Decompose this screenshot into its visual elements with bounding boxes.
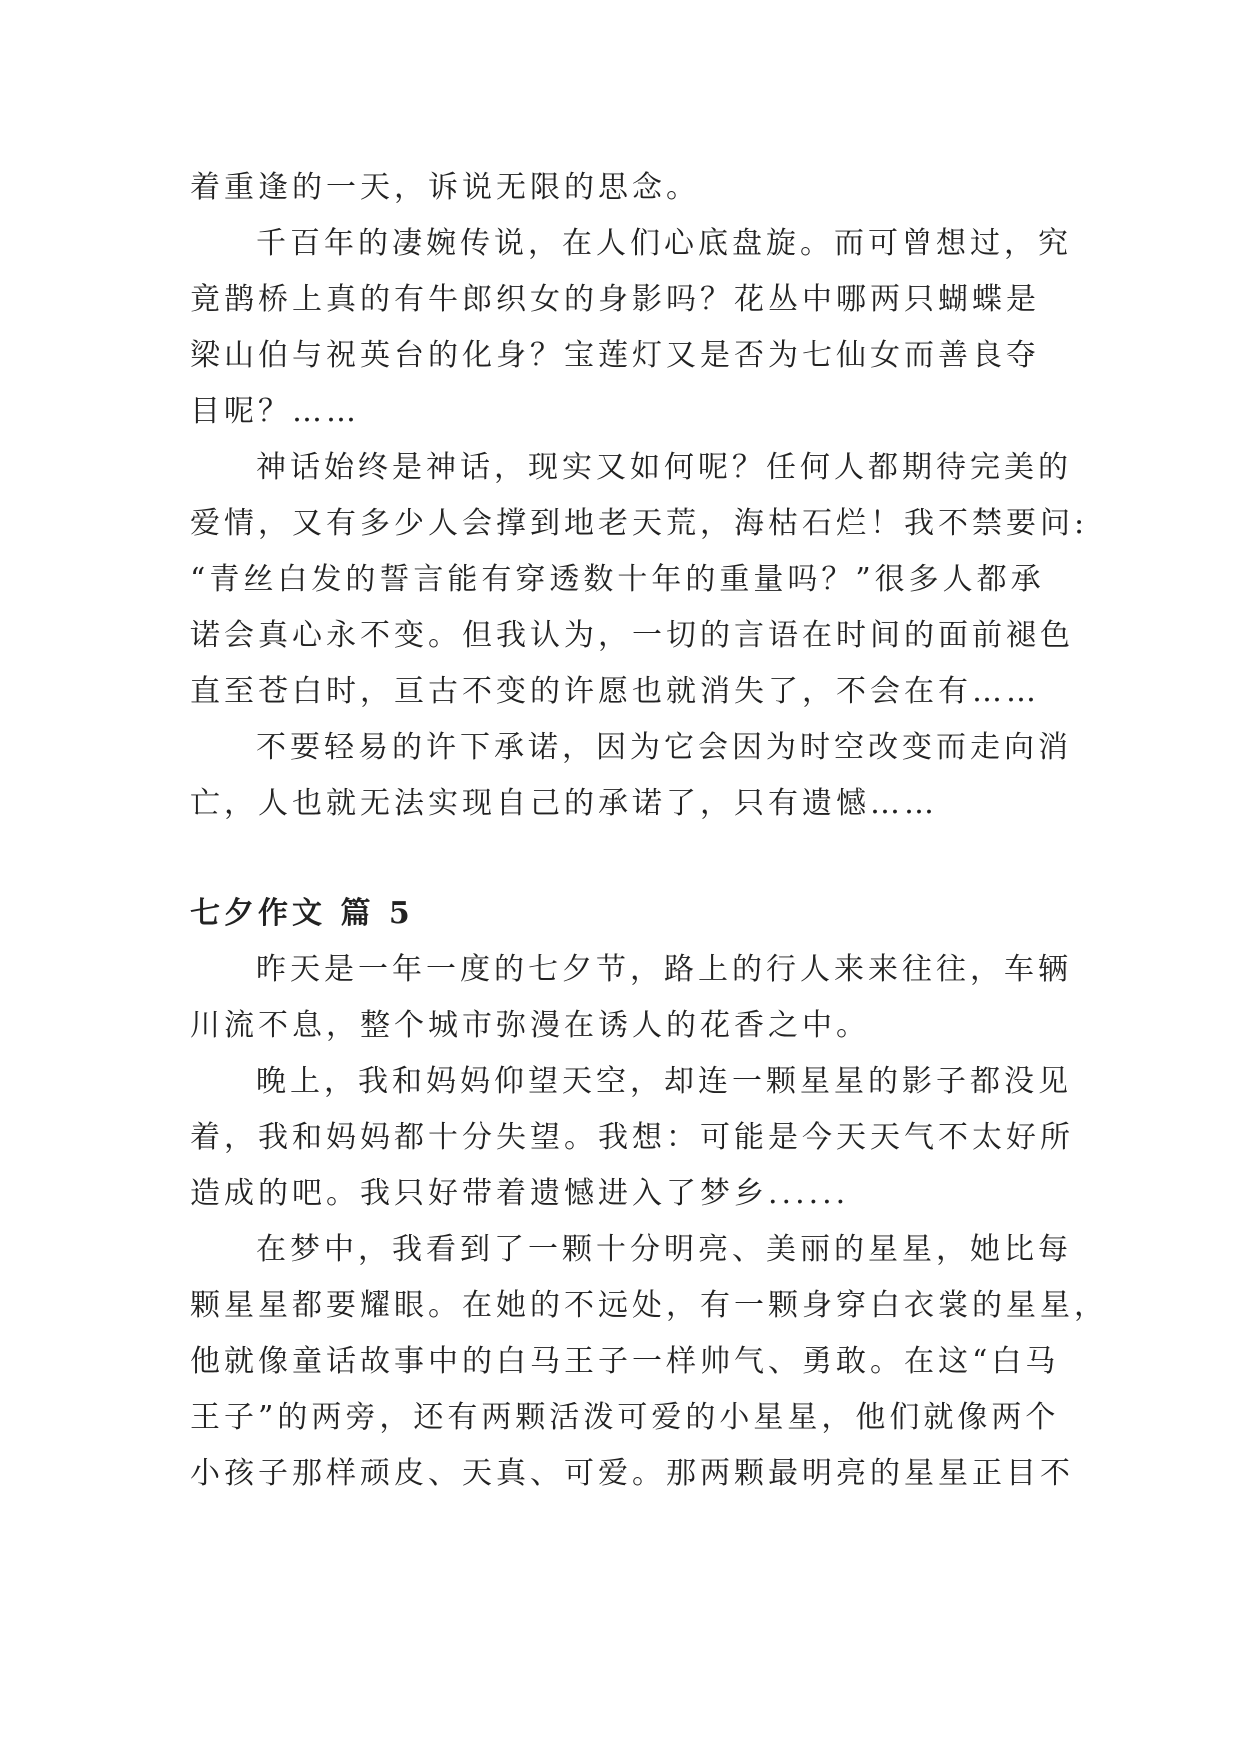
paragraph (190, 440, 1089, 720)
text-line: 王子”的两旁，还有两颗活泼可爱的小星星，他们就像两个 (190, 1400, 1060, 1435)
paragraph (190, 1054, 1074, 1222)
text-line: 梁山伯与祝英台的化身？宝莲灯又是否为七仙女而善良夺 (190, 338, 1040, 373)
paragraph (190, 1222, 1108, 1502)
text-line: 晚上，我和妈妈仰望天空，却连一颗星星的影子都没见 (256, 1064, 1072, 1099)
text-line: 千百年的凄婉传说，在人们心底盘旋。而可曾想过，究 (256, 226, 1072, 261)
section-1 (190, 160, 1089, 832)
text-line: 目呢？…… (190, 394, 360, 429)
text-line: 爱情，又有多少人会撑到地老天荒，海枯石烂！我不禁要问: (190, 506, 1089, 541)
text-line: 着，我和妈妈都十分失望。我想：可能是今天天气不太好所 (190, 1120, 1074, 1155)
text-line: 着重逢的一天，诉说无限的思念。 (190, 170, 700, 205)
section-2 (190, 886, 1108, 1502)
text-line: 在梦中，我看到了一颗十分明亮、美丽的星星，她比每 (256, 1232, 1072, 1267)
text-line: 造成的吧。我只好带着遗憾进入了梦乡...... (190, 1176, 850, 1211)
paragraph (190, 160, 1055, 216)
text-line: “青丝白发的誓言能有穿透数十年的重量吗？”很多人都承 (190, 562, 1045, 597)
text-line: 颗星星都要耀眼。在她的不远处，有一颗身穿白衣裳的星星， (190, 1288, 1108, 1323)
paragraph (190, 216, 1072, 440)
document-page (190, 160, 1108, 1502)
text-line: 诺会真心永不变。但我认为，一切的言语在时间的面前褪色 (190, 618, 1074, 653)
text-line: 亡，人也就无法实现自己的承诺了，只有遗憾…… (190, 786, 938, 821)
paragraph (190, 942, 1072, 1054)
section-heading: 七夕作文 篇 5 (190, 896, 414, 931)
text-line: 直至苍白时，亘古不变的许愿也就消失了，不会在有…… (190, 674, 1040, 709)
text-line: 川流不息，整个城市弥漫在诱人的花香之中。 (190, 1008, 870, 1043)
text-line: 他就像童话故事中的白马王子一样帅气、勇敢。在这“白马 (190, 1344, 1060, 1379)
text-line: 神话始终是神话，现实又如何呢？任何人都期待完美的 (256, 450, 1072, 485)
text-line: 竟鹊桥上真的有牛郎织女的身影吗？花丛中哪两只蝴蝶是 (190, 282, 1040, 317)
paragraph (190, 720, 1072, 832)
text-line: 昨天是一年一度的七夕节，路上的行人来来往往，车辆 (256, 952, 1072, 987)
section-spacer (190, 832, 1055, 886)
text-line: 小孩子那样顽皮、天真、可爱。那两颗最明亮的星星正目不 (190, 1456, 1074, 1491)
text-line: 不要轻易的许下承诺，因为它会因为时空改变而走向消 (256, 730, 1072, 765)
